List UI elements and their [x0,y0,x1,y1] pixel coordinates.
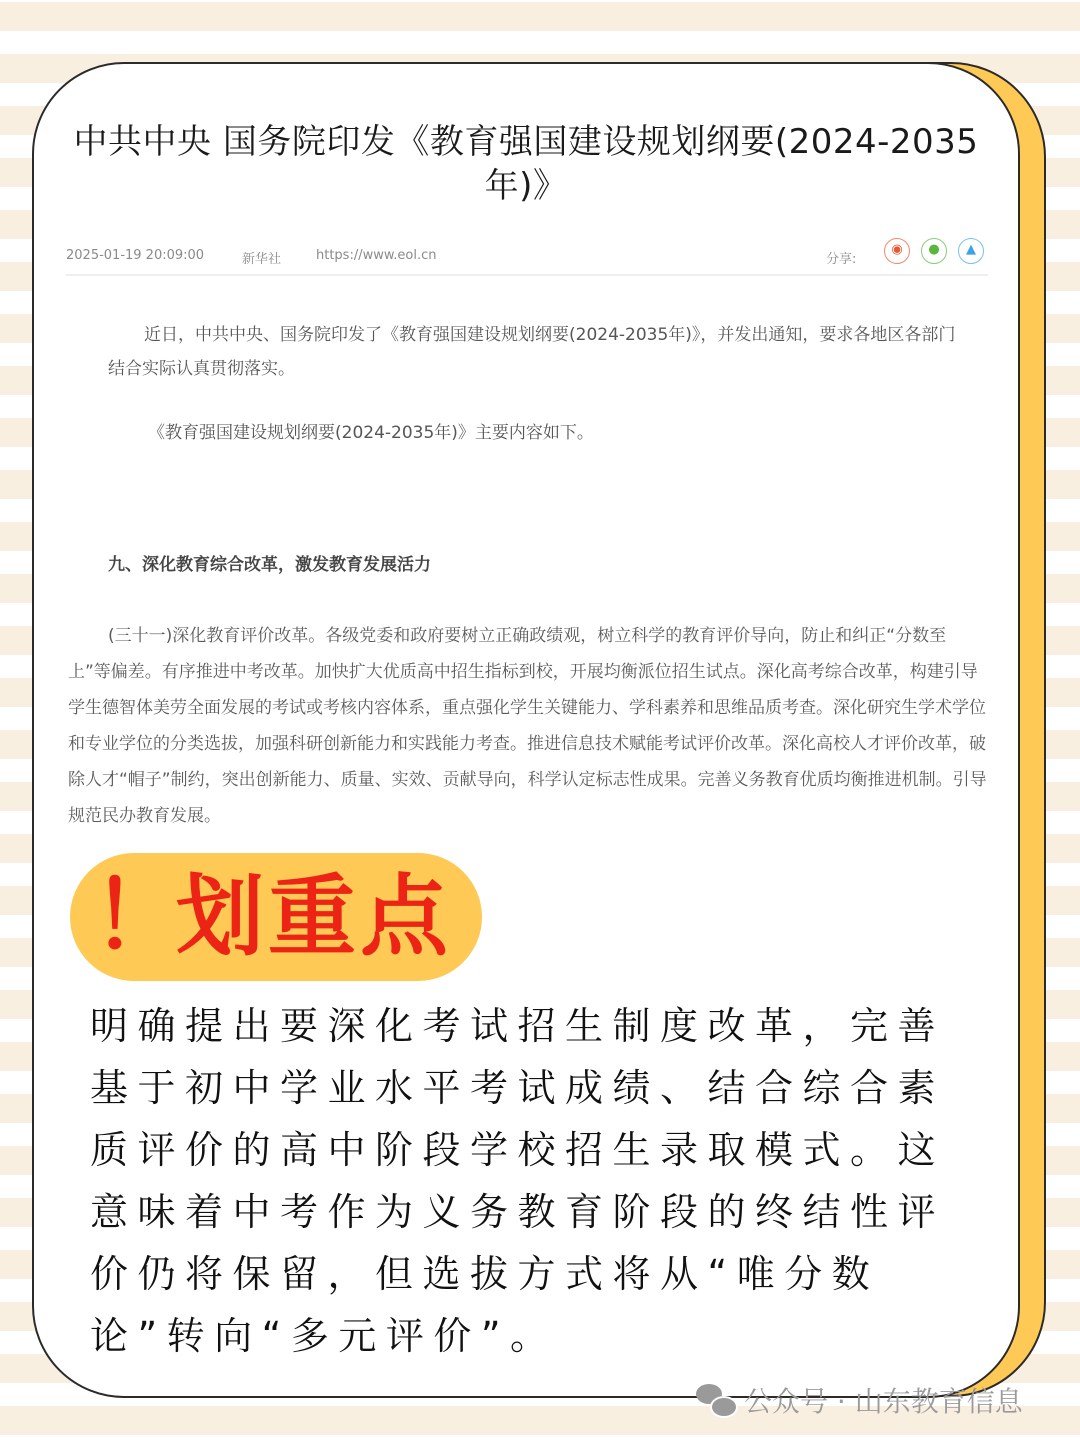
article-meta-bar [66,244,988,276]
watermark [696,1380,1023,1420]
source-url-link[interactable]: https://www.eol.cn [316,248,437,263]
wechat-icon: ● [928,242,940,257]
exclamation-icon: ！ [92,863,185,970]
section-body-paragraph: (三十一)深化教育评价改革。各级党委和政府要树立正确政绩观，树立科学的教育评价导向，防止和纠正“分数至上”等偏差。有序推进中考改革。加快扩大优质高中招生指标到校，开展均衡派位招生试点。深化高考综合改革，构建引导学生德智体美劳全面发展的考试或考核内容体系，重点强化学生关键能力、学科素养和思维品质考查。深化研究生学术学位和专业学位的分类选拔，加强科研创新能力和实践能力考查。推进信息技术赋能考试评价改革。深化高校人才评价改革，破除人才“帽子”制约，突出创新能力、质量、实效、贡献导向，科学认定标志性成果。完善义务教育优质均衡推进机制。引导规范民办教育发展。 [68,626,987,826]
qq-share-button[interactable] [958,238,984,264]
article-source: 新华社 [242,252,282,267]
qq-icon: ▲ [966,242,976,257]
intro-paragraph: 近日，中共中央、国务院印发了《教育强国建设规划纲要(2024-2035年)》，并发出通知，要求各地区各部门结合实际认真贯彻落实。 [108,325,956,379]
weibo-share-button[interactable] [884,238,910,264]
key-points-badge [70,853,482,981]
wechat-share-button[interactable] [921,238,947,264]
article-title: 中共中央 国务院印发《教育强国建设规划纲要(2024-2035年)》 [73,122,979,206]
section-heading: 九、深化教育综合改革，激发教育发展活力 [108,555,431,575]
wechat-logo-icon [696,1384,736,1416]
watermark-text: 公众号 · 山东教育信息 [744,1385,1023,1418]
key-points-text: 明确提出要深化考试招生制度改革，完善基于初中学业水平考试成绩、结合综合素质评价的高中阶段学校招生录取模式。这意味着中考作为义务教育阶段的终结性评价仍将保留，但选拔方式将从“唯分数论”转向“多元评价”。 [90,1004,946,1358]
weibo-icon: ◉ [891,242,903,257]
content-intro-paragraph: 《教育强国建设规划纲要(2024-2035年)》主要内容如下。 [148,423,594,443]
key-points-label: 划重点 [176,865,453,968]
share-label: 分享: [826,252,857,267]
publish-datetime: 2025-01-19 20:09:00 [66,248,205,263]
